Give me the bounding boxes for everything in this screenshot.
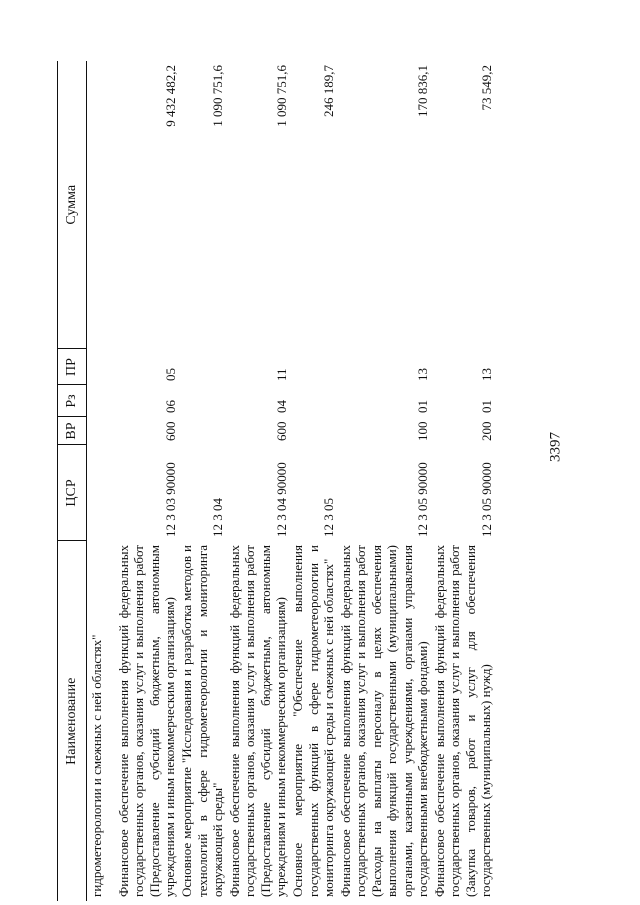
row-name: Основное мероприятие "Исследования и разработка методов и технологий в сфере гидрометеорологии и мониторинга окружающей среды" (179, 545, 225, 897)
row-vr (178, 417, 226, 445)
table-row (337, 61, 431, 901)
row-vr: 100 (414, 421, 430, 441)
header-sum: Сумма (58, 61, 87, 349)
row-name: Основное мероприятие "Обеспечение выполнения государственных функций в сфере гидрометеорологии и мониторинга окружающей среды и смежных с ней областях" (290, 545, 336, 897)
header-pr: ПР (58, 349, 87, 385)
header-csr: ЦСР (58, 445, 87, 541)
row-vr: 200 (478, 421, 494, 441)
row-rz: 04 (273, 400, 289, 413)
table-row (178, 61, 226, 901)
row-pr: 13 (478, 368, 494, 381)
row-rz (178, 385, 226, 417)
row-sum: 1 090 751,6 (273, 65, 289, 127)
row-sum: 246 189,7 (321, 65, 336, 117)
table-row (289, 61, 337, 901)
continuation-text: гидрометеорологии и смежных с ней областях" (89, 634, 104, 897)
row-csr: 12 3 05 90000 (414, 462, 430, 537)
header-vr: ВР (58, 417, 87, 445)
row-vr (289, 417, 337, 445)
row-rz: 01 (478, 400, 494, 413)
row-rz (289, 385, 337, 417)
row-rz: 01 (414, 400, 430, 413)
row-pr: 05 (162, 368, 178, 381)
row-name: Финансовое обеспечение выполнения функций федеральных государственных органов, оказания услуг и выполнения работ (Предоставление субсидий бюджетным, автономным учреждениям и иным некоммерческим организациям) (226, 545, 288, 897)
row-csr: 12 3 03 90000 (162, 462, 178, 537)
row-sum: 73 549,2 (478, 65, 494, 111)
rotated-page-content (57, 61, 635, 901)
row-name: Финансовое обеспечение выполнения функций федеральных государственных органов, оказания услуг и выполнения работ (Расходы на выплаты персоналу в целях обеспечения выполнения функций государственными (муниципальными) органами, казенными учреждениями, органами управления государственными внебюджетными фондами) (337, 545, 430, 897)
row-name: Финансовое обеспечение выполнения функций федеральных государственных органов, оказания услуг и выполнения работ (Закупка товаров, работ и услуг для обеспечения государственных (муниципальных) нужд) (431, 545, 493, 897)
header-name: Наименование (58, 541, 87, 901)
table-row (226, 61, 290, 901)
budget-table (57, 61, 494, 901)
page-number: 3397 (547, 432, 564, 462)
table-row (115, 61, 179, 901)
row-csr: 12 3 04 90000 (273, 462, 289, 537)
row-pr (289, 349, 337, 385)
row-pr (178, 349, 226, 385)
row-rz: 06 (162, 400, 178, 413)
row-csr: 12 3 05 (321, 498, 336, 537)
row-sum: 1 090 751,6 (210, 65, 225, 127)
row-name: Финансовое обеспечение выполнения функций федеральных государственных органов, оказания услуг и выполнения работ (Предоставление субсидий бюджетным, автономным учреждениям и иным некоммерческим организациям) (115, 545, 177, 897)
row-csr: 12 3 04 (210, 498, 225, 537)
row-vr: 600 (162, 421, 178, 441)
row-vr: 600 (273, 421, 289, 441)
continuation-row (87, 61, 115, 901)
row-csr: 12 3 05 90000 (478, 462, 494, 537)
row-sum: 9 432 482,2 (162, 65, 178, 127)
row-pr: 13 (414, 368, 430, 381)
row-pr: 11 (273, 368, 289, 381)
header-rz: Рз (58, 385, 87, 417)
table-header-row (58, 61, 87, 901)
table-row (431, 61, 495, 901)
row-sum: 170 836,1 (414, 65, 430, 117)
